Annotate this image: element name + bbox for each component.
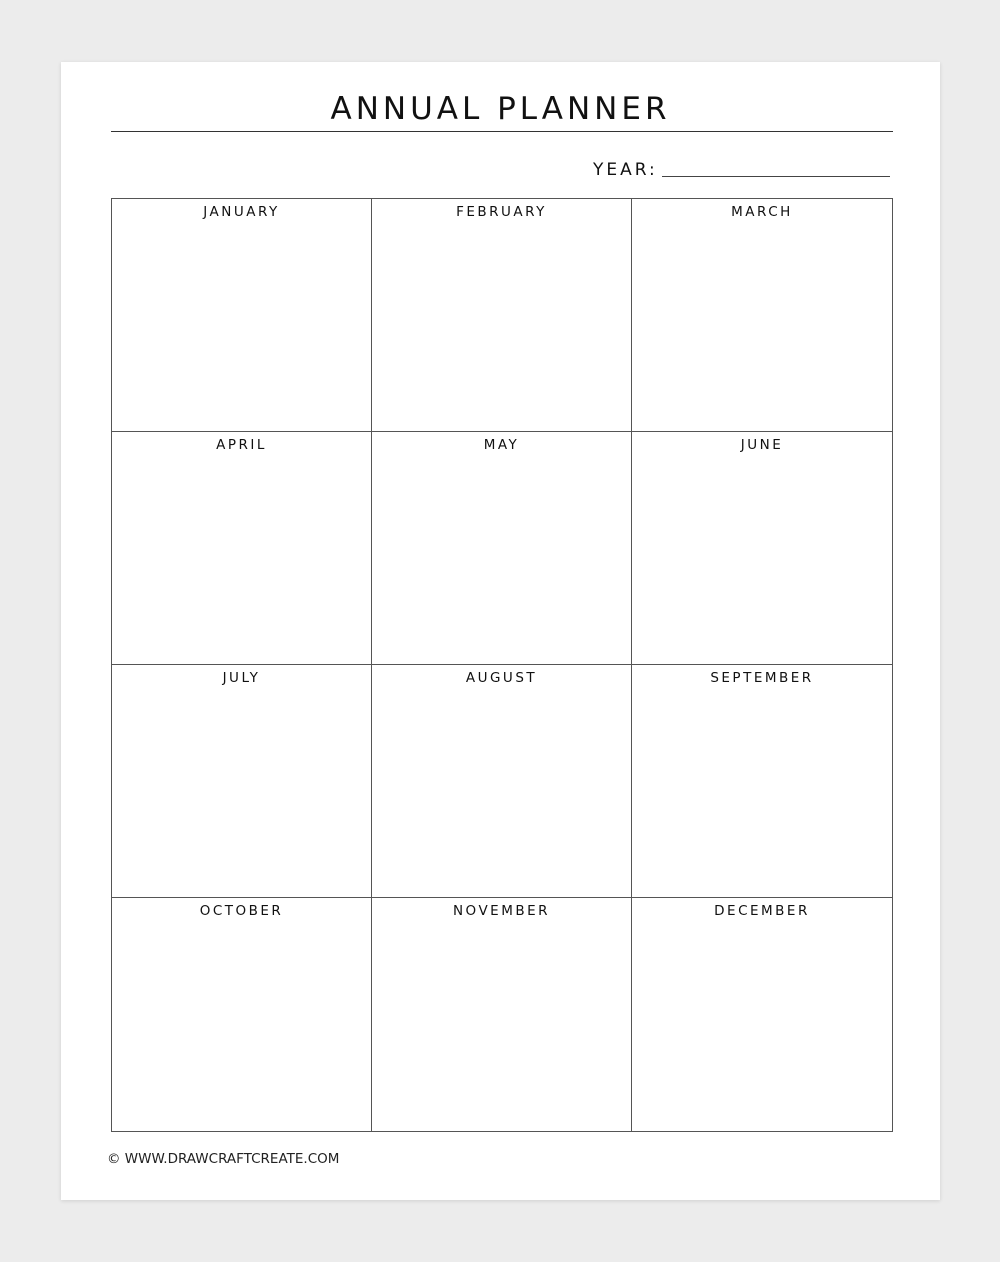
month-cell-february (372, 199, 632, 432)
month-cell-march (632, 199, 892, 432)
month-cell-september (632, 665, 892, 898)
month-label: JULY (222, 670, 261, 686)
month-label: JANUARY (203, 204, 280, 220)
month-label: FEBRUARY (456, 204, 547, 220)
planner-sheet (61, 62, 940, 1200)
year-label: YEAR: (593, 160, 658, 180)
month-cell-december (632, 898, 892, 1131)
month-label: SEPTEMBER (710, 670, 814, 686)
month-label: AUGUST (465, 670, 538, 686)
title-divider (111, 131, 893, 132)
month-cell-november (372, 898, 632, 1131)
month-cell-july (112, 665, 372, 898)
month-cell-may (372, 432, 632, 665)
month-cell-january (112, 199, 372, 432)
month-cell-october (112, 898, 372, 1131)
page-title: ANNUAL PLANNER (330, 91, 671, 127)
month-label: DECEMBER (714, 903, 810, 919)
month-grid (111, 198, 893, 1132)
month-label: MARCH (731, 204, 793, 220)
month-label: JUNE (740, 437, 784, 453)
month-label: MAY (483, 437, 520, 453)
month-label: OCTOBER (199, 903, 284, 919)
copyright-footer: © WWW.DRAWCRAFTCREATE.COM (107, 1151, 340, 1167)
month-label: NOVEMBER (452, 903, 551, 919)
month-cell-august (372, 665, 632, 898)
month-label: APRIL (216, 437, 267, 453)
year-fill-line (662, 176, 890, 177)
month-cell-june (632, 432, 892, 665)
month-cell-april (112, 432, 372, 665)
